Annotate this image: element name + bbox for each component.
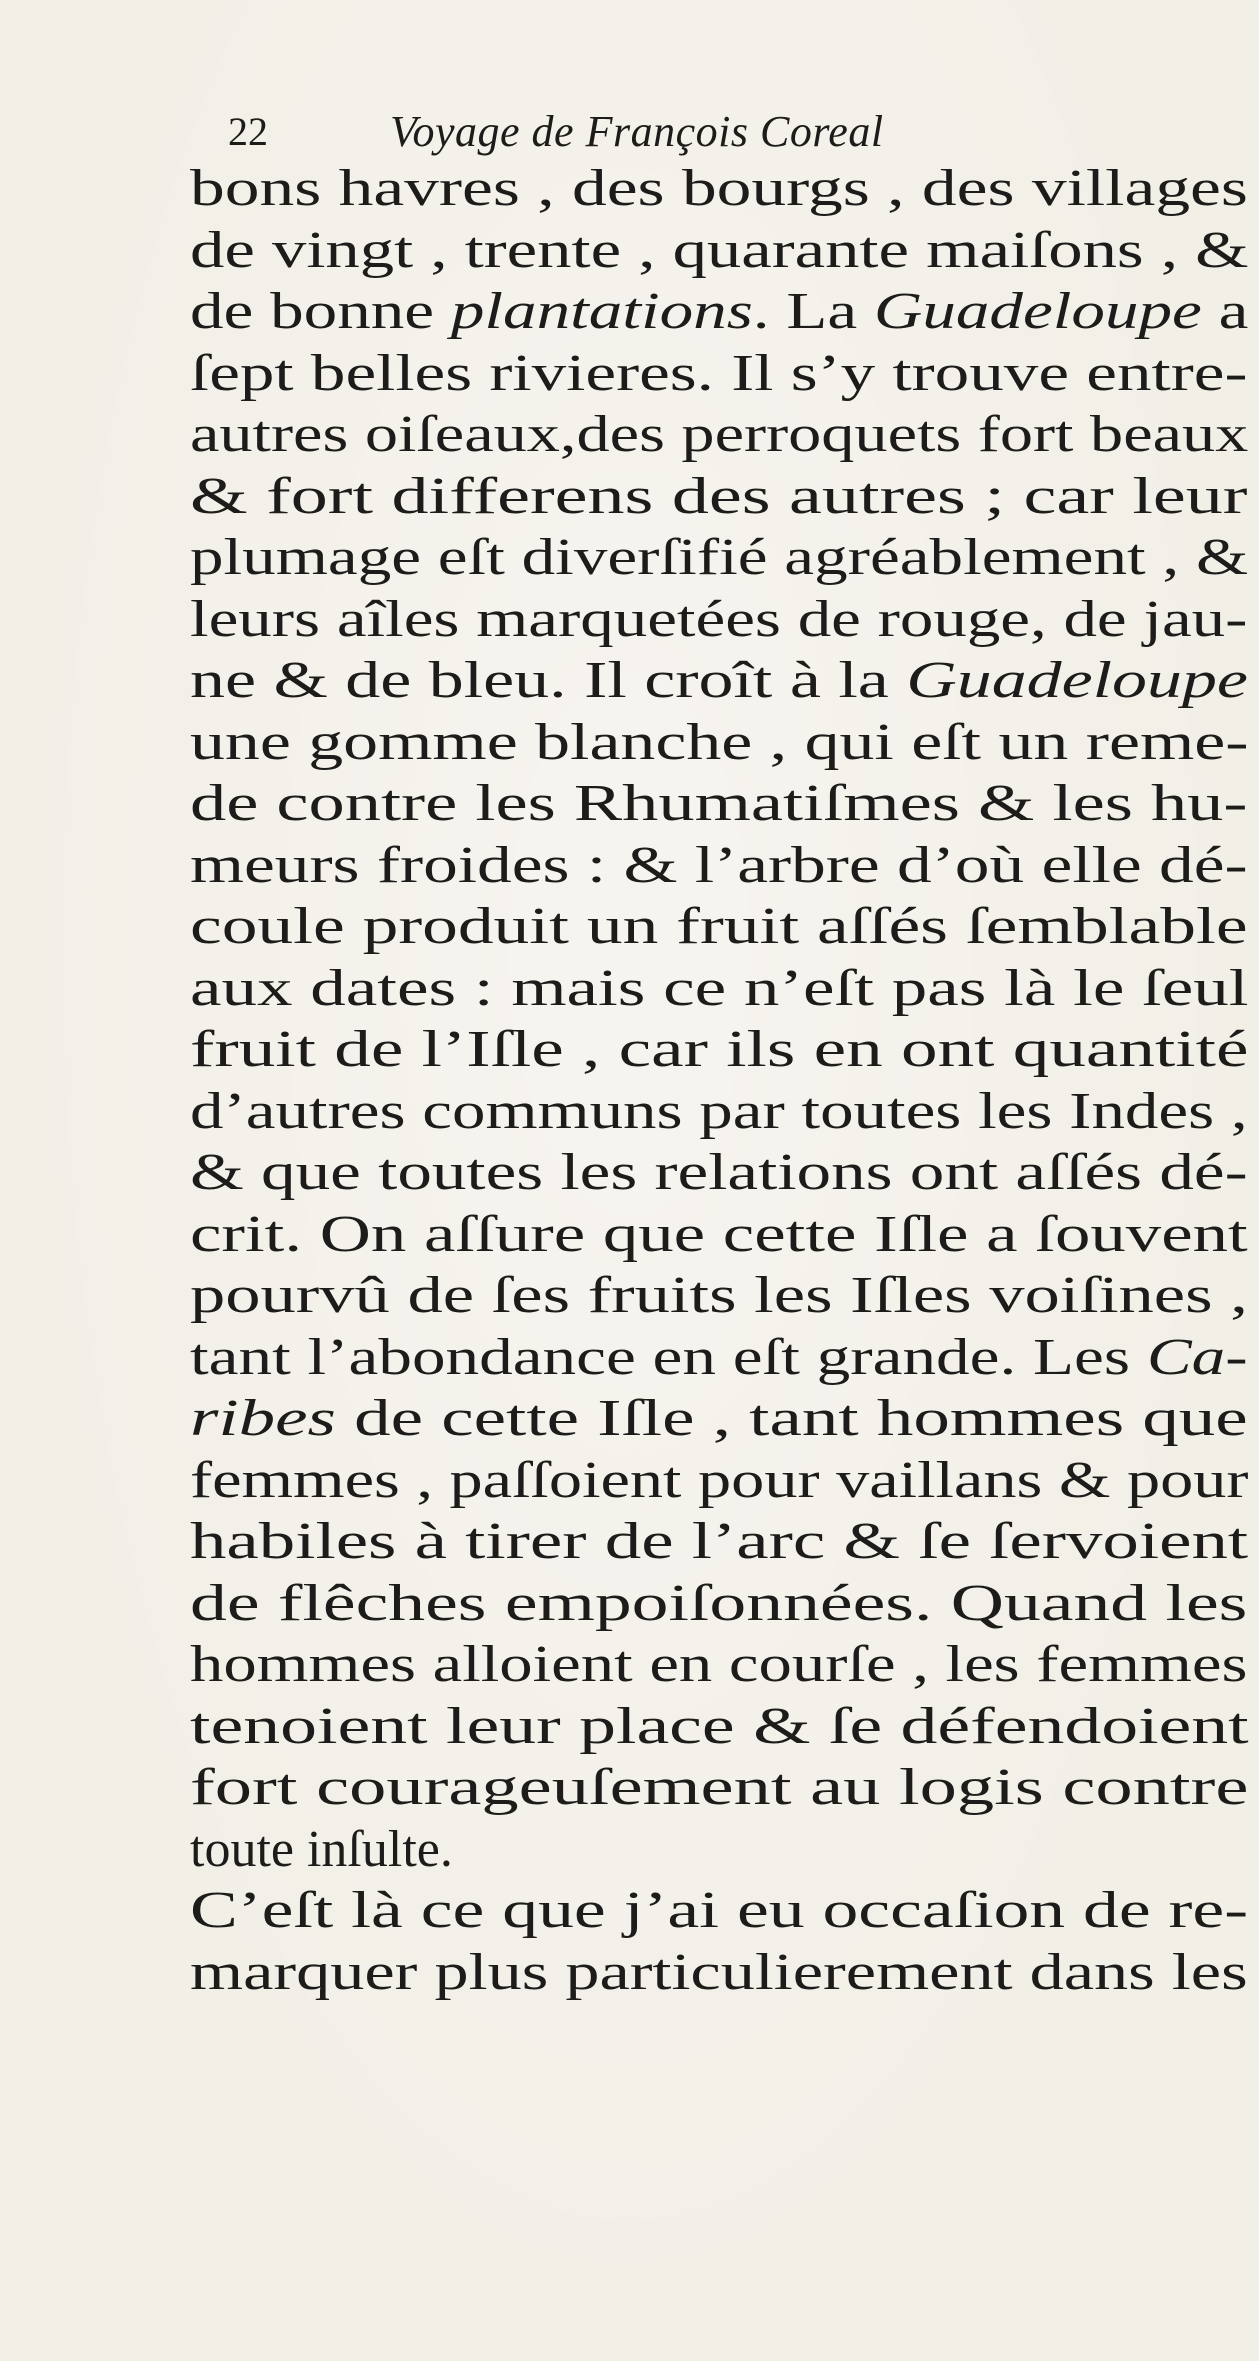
italic-term: Guadeloupe xyxy=(873,283,1202,340)
line-text: a xyxy=(1201,283,1249,340)
text-line xyxy=(190,466,1247,528)
line-text: pourvû de ſes fruits les Iſles voiſines , xyxy=(190,1267,1248,1324)
line-text: coule produit un fruit aſſés ſemblable xyxy=(190,898,1248,955)
line-text: C’eſt là ce que j’ai eu occaſion de re- xyxy=(190,1882,1249,1939)
line-text: marquer plus particulierement dans les xyxy=(190,1943,1248,2001)
text-line xyxy=(190,650,1248,712)
line-text: de bonne xyxy=(190,283,451,340)
text-line xyxy=(190,1204,1248,1266)
line-text: & fort differens des autres ; car leur xyxy=(190,467,1248,525)
text-line xyxy=(190,527,1248,589)
line-text: habiles à tirer de l’arc & ſe ſervoient xyxy=(190,1513,1249,1570)
line-text: ne & de bleu. Il croît à la xyxy=(190,652,907,709)
text-line xyxy=(190,1019,1248,1081)
italic-term: Ca- xyxy=(1146,1328,1248,1386)
text-line xyxy=(190,343,1247,405)
line-text: tenoient leur place & ſe défendoient xyxy=(190,1697,1249,1755)
line-text: crit. On aſſure que cette Iſle a ſouvent xyxy=(190,1205,1248,1263)
text-line xyxy=(190,589,1247,651)
line-text: meurs froides : & l’arbre d’où elle dé- xyxy=(190,836,1248,894)
text-line xyxy=(190,1696,1249,1758)
text-line xyxy=(190,1388,1248,1450)
text-line xyxy=(190,1511,1248,1573)
line-text: de flêches empoiſonnées. Quand les xyxy=(190,1574,1248,1632)
line-text: autres oiſeaux,des perroquets fort beaux xyxy=(190,406,1249,463)
line-text: fort courageuſement au logis contre xyxy=(190,1759,1249,1816)
line-text: de vingt , trente , quarante maiſons , & xyxy=(190,221,1249,279)
line-text: & que toutes les relations ont aſſés dé- xyxy=(190,1144,1248,1201)
text-line xyxy=(190,896,1248,958)
line-text: plumage eſt diverſifié agréablement , & xyxy=(190,529,1249,586)
text-line xyxy=(190,1265,1248,1327)
text-line xyxy=(190,1757,1248,1819)
line-text: de cette Iſle , tant hommes que xyxy=(335,1390,1248,1447)
text-line xyxy=(190,1880,1248,1942)
line-text: toute inſulte. xyxy=(190,1820,453,1878)
text-line xyxy=(190,773,1247,835)
line-text: femmes , paſſoient pour vaillans & pour xyxy=(190,1451,1249,1509)
text-line xyxy=(190,1142,1248,1204)
text-line xyxy=(190,220,1249,282)
line-text: fruit de l’Iſle , car ils en ont quantité xyxy=(190,1021,1249,1078)
line-text: ſept belles rivieres. Il s’y trouve entre- xyxy=(190,344,1248,402)
line-text: aux dates : mais ce n’eſt pas là le ſeul xyxy=(190,959,1249,1017)
line-text: bons havres , des bourgs , des villages xyxy=(190,160,1248,217)
italic-term: Guadeloupe xyxy=(906,652,1248,709)
line-text: hommes alloient en courſe , les femmes xyxy=(190,1636,1248,1693)
text-line xyxy=(190,158,1248,220)
line-text: tant l’abondance en eſt grande. Les xyxy=(190,1328,1147,1386)
text-line xyxy=(190,404,1248,466)
text-line xyxy=(190,958,1249,1020)
italic-term: plantations xyxy=(450,283,753,340)
text-line xyxy=(190,1634,1247,1696)
text-line xyxy=(190,1573,1247,1635)
line-text: de contre les Rhumatiſmes & les hu- xyxy=(190,775,1248,832)
line-text: d’autres communs par toutes les Indes , xyxy=(190,1082,1248,1140)
text-line xyxy=(190,835,1248,897)
line-text: une gomme blanche , qui eſt un reme- xyxy=(190,713,1249,771)
running-title: Voyage de François Coreal xyxy=(390,107,884,156)
text-line xyxy=(190,1942,1248,2004)
italic-term: ribes xyxy=(190,1390,336,1447)
text-line xyxy=(190,1819,453,1881)
line-text: leurs aîles marquetées de rouge, de jau- xyxy=(190,590,1248,648)
running-head xyxy=(228,106,1128,158)
text-line xyxy=(190,1081,1248,1143)
text-line xyxy=(190,1450,1248,1512)
text-line xyxy=(190,281,1248,343)
line-text: . La xyxy=(752,283,874,340)
text-line xyxy=(190,712,1249,774)
text-line xyxy=(190,1327,1248,1389)
page-number: 22 xyxy=(228,109,268,154)
